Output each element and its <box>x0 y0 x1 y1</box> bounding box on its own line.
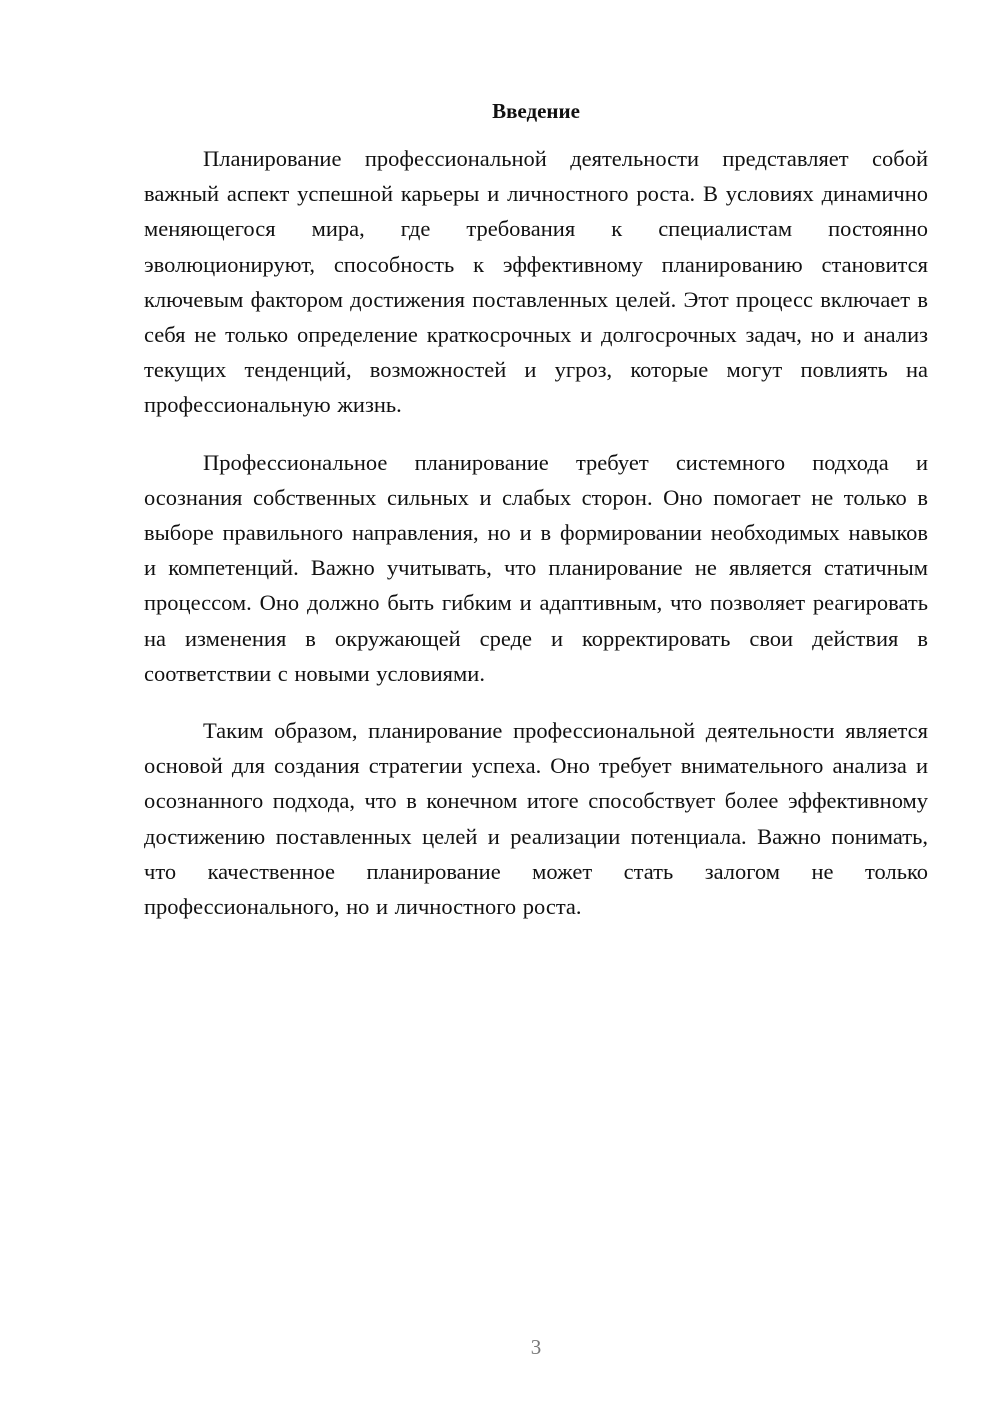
section-heading: Введение <box>492 99 580 123</box>
paragraph-1: Планирование профессиональной деятельности представляет собой важный аспект успешной карьеры и личностного роста. В условиях динамично меняющегося мира, где требования к специалистам постоянно эволюционируют, способность к эффективному планированию становится ключевым фактором достижения поставленных целей. Этот процесс включает в себя не только определение краткосрочных и долгосрочных задач, но и анализ текущих тенденций, возможностей и угроз, которые могут повлиять на профессиональную жизнь. <box>144 146 928 418</box>
paragraph-2: Профессиональное планирование требует системного подхода и осознания собственных сильных и слабых сторон. Оно помогает не только в выборе правильного направления, но и в формировании необходимых навыков и компетенций. Важно учитывать, что планирование не является статичным процессом. Оно должно быть гибким и адаптивным, что позволяет реагировать на изменения в окружающей среде и корректировать свои действия в соответствии с новыми условиями. <box>144 449 928 686</box>
page-number: 3 <box>530 1335 542 1359</box>
body-text <box>144 141 928 946</box>
paragraph-3: Таким образом, планирование профессиональной деятельности является основой для создания стратегии успеха. Оно требует внимательного анализа и осознанного подхода, что в конечном итоге способствует более эффективному достижению поставленных целей и реализации потенциала. Важно понимать, что качественное планирование может стать залогом не только профессионального, но и личностного роста. <box>144 718 928 920</box>
